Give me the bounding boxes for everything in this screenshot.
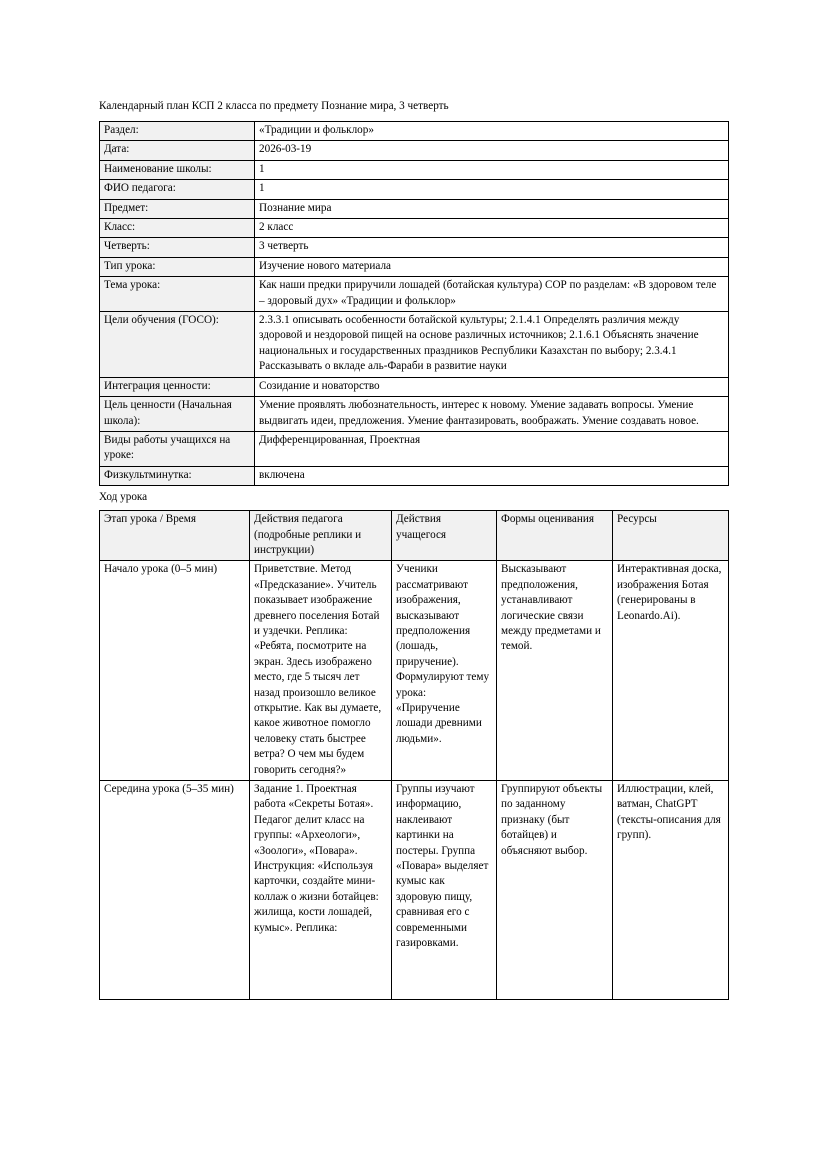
info-value-goals: 2.3.3.1 описывать особенности ботайской культуры; 2.1.4.1 Определять различия между здоровой и нездоровой пищей на основе различных источников; 2.1.6.1 Объяснять значение национальных и государственных праздников Республики Казахстан по выбору; 2.3.4.1 Рассказывать о вкладе аль-Фараби в развитие науки [255, 312, 729, 378]
column-header-assessment-forms: Формы оценивания [497, 511, 613, 561]
cell-student-actions: Ученики рассматривают изображения, высказывают предположения (лошадь, приручение). Формулируют тему урока: «Приручение лошади древними людьми». [392, 561, 497, 781]
info-value-value-goal: Умение проявлять любознательность, интерес к новому. Умение задавать вопросы. Умение выдвигать идеи, предложения. Умение фантазировать, воображать. Умение создавать новое. [255, 397, 729, 432]
info-value-quarter: 3 четверть [255, 238, 729, 257]
column-header-resources: Ресурсы [613, 511, 729, 561]
info-value-topic: Как наши предки приручили лошадей (ботайская культура) СОР по разделам: «В здоровом теле – здоровый дух» «Традиции и фольклор» [255, 277, 729, 312]
info-value-lesson-type: Изучение нового материала [255, 257, 729, 276]
info-label-class: Класс: [100, 219, 255, 238]
info-value-subject: Познание мира [255, 199, 729, 218]
info-label-subject: Предмет: [100, 199, 255, 218]
table-row [100, 377, 729, 396]
info-value-class: 2 класс [255, 219, 729, 238]
cell-stage: Начало урока (0–5 мин) [100, 561, 250, 781]
table-row [100, 141, 729, 160]
lesson-flow-table [99, 510, 729, 1000]
info-label-topic: Тема урока: [100, 277, 255, 312]
lesson-flow-table-body [100, 561, 729, 1000]
info-label-quarter: Четверть: [100, 238, 255, 257]
info-label-goals: Цели обучения (ГОСО): [100, 312, 255, 378]
page-title: Календарный план КСП 2 класса по предмету Познание мира, 3 четверть [99, 100, 449, 112]
table-row [100, 238, 729, 257]
info-label-work-types: Виды работы учащихся на уроке: [100, 431, 255, 466]
table-row [100, 219, 729, 238]
cell-student-actions: Группы изучают информацию, наклеивают картинки на постеры. Группа «Повара» выделяет кумыс как здоровую пищу, сравнивая его с современными газировками. [392, 781, 497, 1000]
cell-stage: Середина урока (5–35 мин) [100, 781, 250, 1000]
column-header-teacher-actions: Действия педагога (подробные реплики и инструкции) [250, 511, 392, 561]
table-row [100, 781, 729, 1000]
cell-assessment-forms: Высказывают предположения, устанавливают логические связи между предметами и темой. [497, 561, 613, 781]
info-label-value-integration: Интеграция ценности: [100, 377, 255, 396]
column-header-stage: Этап урока / Время [100, 511, 250, 561]
table-row [100, 466, 729, 485]
info-value-value-integration: Созидание и новаторство [255, 377, 729, 396]
lesson-flow-table-head [100, 511, 729, 561]
table-row [100, 257, 729, 276]
cell-resources: Интерактивная доска, изображения Ботая (генерированы в Leonardo.Ai). [613, 561, 729, 781]
info-value-physminute: включена [255, 466, 729, 485]
table-row [100, 122, 729, 141]
info-label-razdel: Раздел: [100, 122, 255, 141]
info-value-razdel: «Традиции и фольклор» [255, 122, 729, 141]
info-label-data: Дата: [100, 141, 255, 160]
cell-resources: Иллюстрации, клей, ватман, ChatGPT (тексты-описания для групп). [613, 781, 729, 1000]
info-value-work-types: Дифференцированная, Проектная [255, 431, 729, 466]
cell-teacher-actions: Задание 1. Проектная работа «Секреты Ботая». Педагог делит класс на группы: «Археологи», «Зоологи», «Повара». Инструкция: «Используя карточки, создайте мини-коллаж о жизни ботайцев: жилища, кости лошадей, кумыс». Реплика: [250, 781, 392, 1000]
cell-teacher-actions: Приветствие. Метод «Предсказание». Учитель показывает изображение древнего поселения Ботай и уздечки. Реплика: «Ребята, посмотрите на экран. Здесь изображено место, где 5 тысяч лет назад произошло великое открытие. Как вы думаете, какое животное помогло человеку стать быстрее ветра? О чем мы будем говорить сегодня?» [250, 561, 392, 781]
info-value-data: 2026-03-19 [255, 141, 729, 160]
table-row [100, 431, 729, 466]
table-row [100, 312, 729, 378]
info-label-value-goal: Цель ценности (Начальная школа): [100, 397, 255, 432]
lesson-info-table-body [100, 122, 729, 486]
column-header-student-actions: Действия учащегося [392, 511, 497, 561]
table-row [100, 160, 729, 179]
table-row [100, 180, 729, 199]
info-label-teacher: ФИО педагога: [100, 180, 255, 199]
table-row [100, 199, 729, 218]
info-label-school: Наименование школы: [100, 160, 255, 179]
info-value-school: 1 [255, 160, 729, 179]
info-label-physminute: Физкультминутка: [100, 466, 255, 485]
cell-assessment-forms: Группируют объекты по заданному признаку (быт ботайцев) и объясняют выбор. [497, 781, 613, 1000]
table-header-row [100, 511, 729, 561]
info-value-teacher: 1 [255, 180, 729, 199]
lesson-info-table [99, 121, 729, 486]
info-label-lesson-type: Тип урока: [100, 257, 255, 276]
table-row [100, 397, 729, 432]
document-content [99, 98, 728, 1000]
table-row [100, 277, 729, 312]
section-heading-lesson-flow: Ход урока [99, 491, 148, 504]
table-row [100, 561, 729, 781]
